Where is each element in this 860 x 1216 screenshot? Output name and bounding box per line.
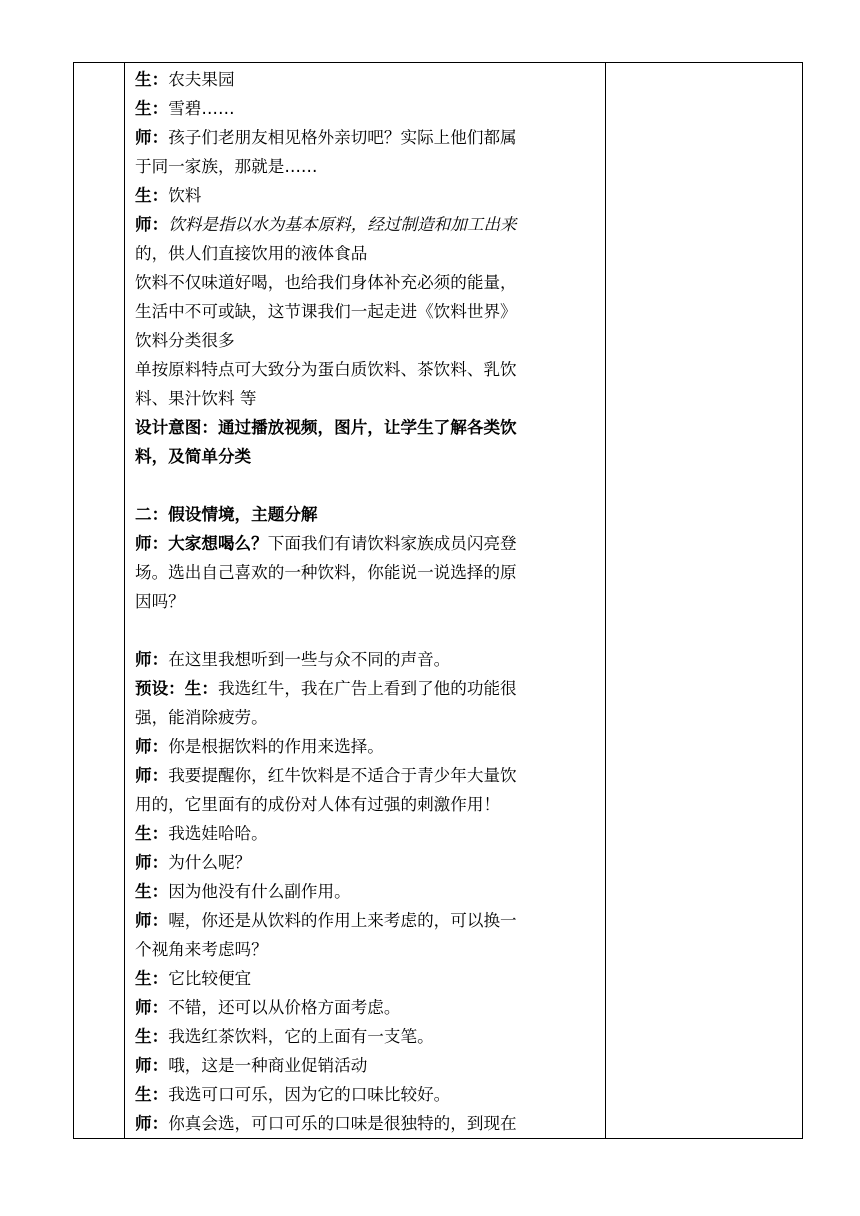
text-line	[135, 355, 595, 384]
line-text: 饮料	[168, 186, 202, 205]
text-line	[135, 1109, 595, 1138]
text-line	[135, 558, 595, 587]
text-line	[135, 297, 595, 326]
text-line	[135, 268, 595, 297]
text-line	[135, 413, 595, 442]
text-line	[135, 529, 595, 558]
line-text: 料，及简单分类	[135, 447, 252, 466]
line-text: 你真会选，可口可乐的口味是很独特的，到现在	[168, 1114, 517, 1133]
line-text: 用的，它里面有的成份对人体有过强的刺激作用！	[135, 795, 501, 814]
text-line	[135, 906, 595, 935]
speaker-label: 师：大家想喝么？	[135, 534, 268, 553]
text-line	[135, 877, 595, 906]
text-line	[135, 935, 595, 964]
line-text: 场。选出自己喜欢的一种饮料，你能说一说选择的原	[135, 563, 517, 582]
text-line	[135, 500, 595, 529]
line-text: 料、果汁饮料 等	[135, 389, 257, 408]
text-line	[135, 703, 595, 732]
dialogue-text	[125, 63, 605, 1138]
line-text: 不错，还可以从价格方面考虑。	[168, 998, 401, 1017]
line-text: 饮料分类很多	[135, 331, 235, 350]
lesson-plan-table	[73, 62, 803, 1139]
line-text: 的，供人们直接饮用的液体食品	[135, 244, 368, 263]
text-line	[135, 732, 595, 761]
text-line	[135, 674, 595, 703]
text-line	[135, 587, 595, 616]
speaker-label: 师：	[135, 737, 169, 756]
text-line	[135, 326, 595, 355]
line-text: 于同一家族，那就是……	[135, 157, 318, 176]
speaker-label: 生：	[135, 969, 169, 988]
line-text: 哦，这是一种商业促销活动	[168, 1056, 368, 1075]
text-line	[135, 819, 595, 848]
speaker-label: 生：	[135, 186, 169, 205]
line-text: 你是根据饮料的作用来选择。	[168, 737, 384, 756]
line-text: 喔，你还是从饮料的作用上来考虑的，可以换一	[168, 911, 517, 930]
speaker-label: 师：	[135, 998, 169, 1017]
text-line	[135, 94, 595, 123]
speaker-label: 生：	[135, 824, 169, 843]
text-line	[135, 645, 595, 674]
line-text: 因吗？	[135, 592, 185, 611]
line-text: 因为他没有什么副作用。	[168, 882, 351, 901]
speaker-label: 师：	[135, 766, 169, 785]
line-text: 我选可口可乐，因为它的口味比较好。	[168, 1085, 451, 1104]
text-line	[135, 65, 595, 94]
speaker-label: 师：	[135, 911, 169, 930]
line-text: 我选红茶饮料，它的上面有一支笔。	[168, 1027, 434, 1046]
text-line	[135, 152, 595, 181]
text-line	[135, 1080, 595, 1109]
line-text: 下面我们有请饮料家族成员闪亮登	[267, 534, 517, 553]
speaker-label: 生：	[135, 882, 169, 901]
line-text: 我要提醒你，红牛饮料是不适合于青少年大量饮	[168, 766, 517, 785]
text-line	[135, 181, 595, 210]
line-text: 设计意图：通过播放视频，图片，让学生了解各类饮	[135, 418, 517, 437]
speaker-label: 生：	[135, 99, 169, 118]
speaker-label: 生：	[135, 1027, 169, 1046]
line-text: 个视角来考虑吗？	[135, 940, 268, 959]
line-text: 为什么呢？	[168, 853, 252, 872]
left-margin-cell	[74, 63, 125, 1139]
text-line	[135, 442, 595, 471]
line-text: 我选娃哈哈。	[168, 824, 268, 843]
blank-line	[135, 616, 595, 645]
line-text: 饮料是指以水为基本原料，经过制造和加工出来	[168, 215, 517, 234]
table-row	[74, 63, 803, 1139]
speaker-label: 师：	[135, 215, 169, 234]
line-text: 孩子们老朋友相见格外亲切吧？实际上他们都属	[168, 128, 517, 147]
line-text: 农夫果园	[168, 70, 235, 89]
notes-cell	[606, 63, 803, 1139]
text-line	[135, 1051, 595, 1080]
speaker-label: 生：	[135, 70, 169, 89]
line-text: 强，能消除疲劳。	[135, 708, 268, 727]
speaker-label: 师：	[135, 128, 169, 147]
text-line	[135, 210, 595, 239]
text-line	[135, 1022, 595, 1051]
line-text: 我选红牛，我在广告上看到了他的功能很	[217, 679, 517, 698]
text-line	[135, 761, 595, 790]
blank-line	[135, 471, 595, 500]
speaker-label: 师：	[135, 1056, 169, 1075]
line-text: 它比较便宜	[168, 969, 252, 988]
text-line	[135, 384, 595, 413]
text-line	[135, 993, 595, 1022]
text-line	[135, 239, 595, 268]
line-text: 二：假设情境，主题分解	[135, 505, 318, 524]
text-line	[135, 790, 595, 819]
line-text: 单按原料特点可大致分为蛋白质饮料、茶饮料、乳饮	[135, 360, 517, 379]
speaker-label: 师：	[135, 1114, 169, 1133]
teaching-process-cell	[125, 63, 606, 1139]
speaker-label: 师：	[135, 853, 169, 872]
text-line	[135, 848, 595, 877]
text-line	[135, 964, 595, 993]
speaker-label: 师：	[135, 650, 169, 669]
line-text: 雪碧……	[168, 99, 235, 118]
text-line	[135, 123, 595, 152]
speaker-label: 生：	[135, 1085, 169, 1104]
line-text: 生活中不可或缺，这节课我们一起走进《饮料世界》	[135, 302, 517, 321]
line-text: 饮料不仅味道好喝，也给我们身体补充必须的能量，	[135, 273, 517, 292]
line-text: 在这里我想听到一些与众不同的声音。	[168, 650, 451, 669]
speaker-label: 预设：生：	[135, 679, 218, 698]
